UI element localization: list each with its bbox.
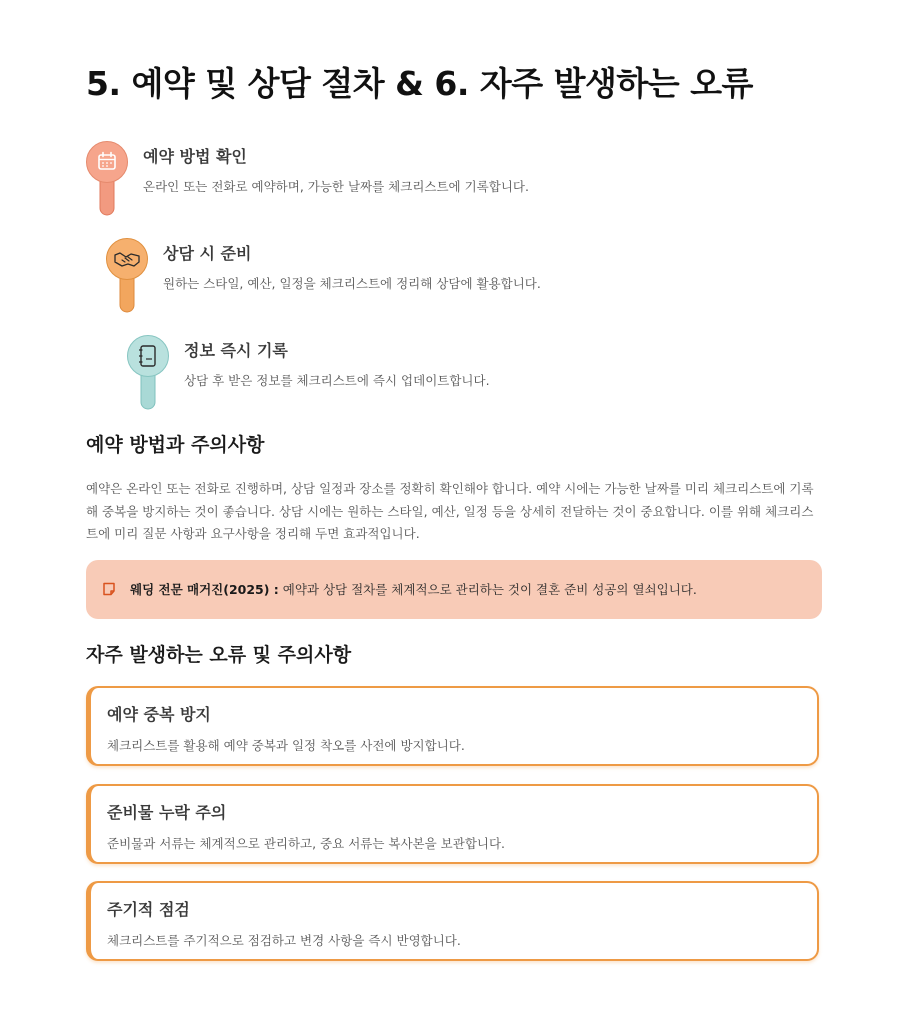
step-description: 온라인 또는 전화로 예약하며, 가능한 날짜를 체크리스트에 기록합니다.: [143, 179, 529, 194]
step-description: 원하는 스타일, 예산, 일정을 체크리스트에 정리해 상담에 활용합니다.: [163, 276, 541, 291]
error-card-title: 주기적 점검: [107, 900, 190, 919]
quote-text: [130, 580, 697, 598]
error-card-title: 예약 중복 방지: [107, 705, 211, 724]
error-card-description: 준비물과 서류는 체계적으로 관리하고, 중요 서류는 복사본을 보관합니다.: [107, 836, 506, 851]
quote-body: 예약과 상담 절차를 체계적으로 관리하는 것이 결혼 준비 성공의 열쇠입니다.: [278, 582, 697, 597]
error-card: [86, 881, 819, 961]
step-description: 상담 후 받은 정보를 체크리스트에 즉시 업데이트합니다.: [184, 373, 490, 388]
error-card-description: 체크리스트를 활용해 예약 중복과 일정 착오를 사전에 방지합니다.: [107, 738, 465, 753]
method-body-text: 예약은 온라인 또는 전화로 진행하며, 상담 일정과 장소를 정확히 확인해야 합니다. 예약 시에는 가능한 날짜를 미리 체크리스트에 기록해 중복을 방지하는 것이 좋습니다. 상담 시에는 원하는 스타일, 예산, 일정 등을 상세히 전달하는 것이 중요합니다. 이를 위해 체크리스트에 미리 질문 사항과 요구사항을 정리해 두면 효과적입니다.: [86, 481, 814, 541]
step-title: 상담 시 준비: [163, 244, 252, 263]
note-icon: [101, 581, 117, 597]
calendar-icon: [86, 141, 128, 217]
quote-callout: [86, 560, 822, 619]
error-card-title: 준비물 누락 주의: [107, 803, 227, 822]
step-title: 정보 즉시 기록: [184, 341, 288, 360]
error-card: [86, 686, 819, 766]
notebook-icon: [127, 335, 169, 411]
section-heading-method: 예약 방법과 주의사항: [86, 434, 265, 456]
handshake-icon: [106, 238, 148, 314]
page-title: 5. 예약 및 상담 절차 & 6. 자주 발생하는 오류: [86, 64, 753, 103]
step-item: [86, 141, 786, 221]
error-card: [86, 784, 819, 864]
quote-source: 웨딩 전문 매거진(2025) :: [130, 582, 279, 597]
step-item: [106, 238, 806, 318]
error-card-description: 체크리스트를 주기적으로 점검하고 변경 사항을 즉시 반영합니다.: [107, 933, 461, 948]
step-item: [127, 335, 827, 415]
section-heading-errors: 자주 발생하는 오류 및 주의사항: [86, 644, 352, 666]
step-title: 예약 방법 확인: [143, 147, 247, 166]
